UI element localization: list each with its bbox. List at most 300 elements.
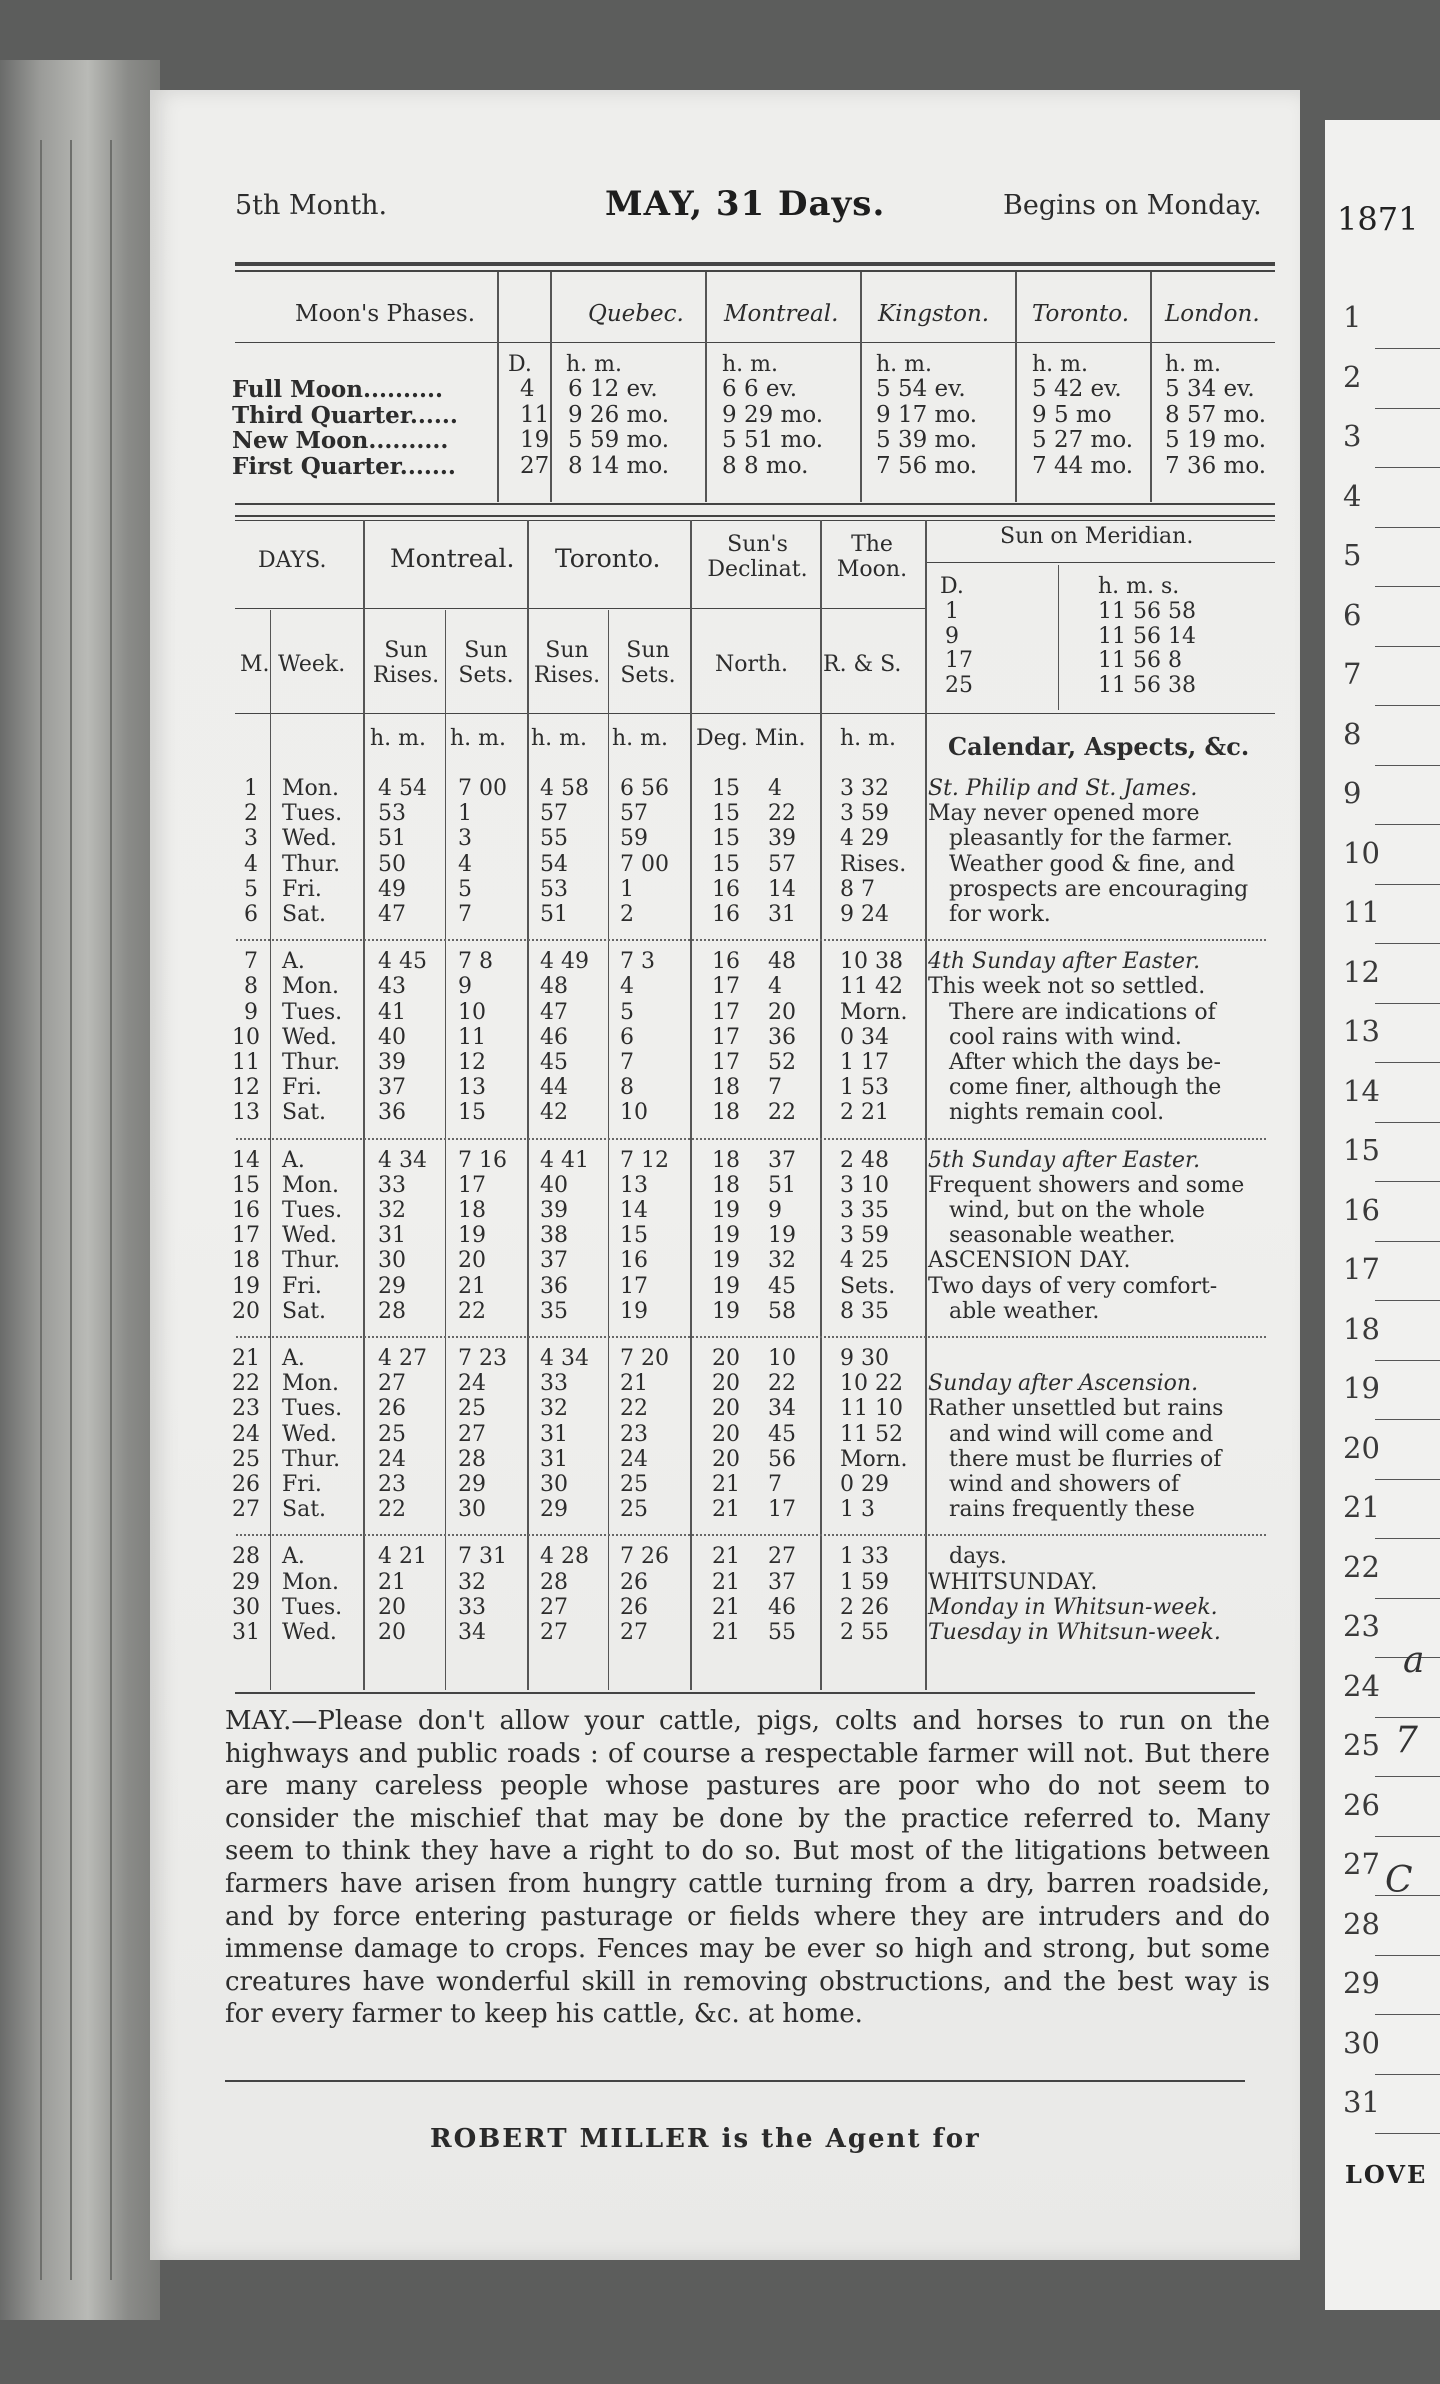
day-cell: 1 3 [840, 1497, 875, 1523]
right-page-rule [1375, 2133, 1440, 2134]
right-page-rule [1375, 1419, 1440, 1420]
day-cell: 29 [540, 1497, 568, 1523]
day-cell: 36 [540, 1273, 568, 1299]
day-cell: 16 [712, 949, 740, 975]
day-cell: 19 [712, 1198, 740, 1223]
day-cell: 1 33 [840, 1544, 889, 1570]
rule [235, 270, 1275, 272]
right-page-rule [1375, 1538, 1440, 1539]
calendar-note: 4th Sunday after Easter. [928, 949, 1201, 975]
week-header: Week. [278, 652, 346, 677]
right-page-day-number: 4 [1343, 478, 1362, 513]
day-cell: 7 [768, 1472, 782, 1497]
phase-time: 4 [520, 376, 535, 402]
meridian-header: Sun on Meridian. [1000, 524, 1194, 549]
day-cell: 38 [540, 1223, 568, 1249]
calendar-header: Calendar, Aspects, &c. [948, 732, 1250, 761]
day-cell: 2 21 [840, 1100, 889, 1126]
group-separator [236, 1336, 1266, 1338]
right-page-day-number: 7 [1343, 657, 1362, 691]
day-cell: Morn. [840, 1446, 908, 1472]
day-cell: 39 [540, 1198, 568, 1223]
day-cell: 22 [232, 1371, 260, 1397]
day-cell: 8 [244, 974, 258, 1000]
calendar-note: Tuesday in Whitsun-week. [928, 1620, 1221, 1645]
rule [235, 713, 1275, 714]
day-cell: 4 [768, 974, 782, 1000]
phase-time-unit: h. m. [1165, 352, 1222, 377]
day-cell: Fri. [282, 876, 322, 902]
day-cell: 1 [458, 801, 472, 827]
right-page-rule [1375, 1122, 1440, 1123]
day-cell: 40 [378, 1024, 406, 1050]
day-cell: 52 [768, 1050, 796, 1075]
phase-name: Full Moon.......... [232, 376, 444, 403]
day-cell: 54 [540, 851, 568, 877]
column-rule [1058, 565, 1059, 710]
day-cell: 9 [244, 999, 258, 1025]
right-page-rule [1375, 1776, 1440, 1777]
day-cell: 22 [768, 1371, 796, 1397]
day-cell: 16 [620, 1248, 648, 1274]
rule [235, 262, 1275, 266]
day-cell: 11 [458, 1024, 486, 1050]
day-cell: 25 [232, 1446, 260, 1472]
day-cell: 27 [768, 1544, 796, 1570]
phase-time: 19 [520, 427, 550, 453]
day-cell: 37 [540, 1248, 568, 1274]
day-cell: 19 [712, 1248, 740, 1274]
day-cell: 3 59 [840, 801, 889, 827]
phase-time: 7 44 mo. [1032, 452, 1134, 479]
column-rule [925, 520, 927, 1690]
meridian-time: 11 56 38 [1098, 672, 1196, 698]
phase-time: 9 26 mo. [568, 401, 670, 428]
column-rule [1150, 272, 1152, 502]
day-cell: 23 [232, 1396, 260, 1422]
right-page-rule [1375, 348, 1440, 349]
day-cell: 23 [620, 1421, 648, 1447]
day-cell: 45 [768, 1421, 796, 1447]
phase-name: New Moon.......... [232, 427, 449, 454]
right-page-day-number: 19 [1343, 1371, 1380, 1405]
calendar-note: Rather unsettled but rains [928, 1396, 1224, 1422]
day-cell: 20 [768, 999, 796, 1025]
right-page-day-number: 5 [1343, 538, 1362, 572]
day-cell: 48 [540, 974, 568, 1000]
right-page-rule [1375, 1003, 1440, 1004]
day-cell: 6 [620, 1024, 634, 1050]
day-cell: 55 [540, 826, 568, 852]
right-page-day-number: 26 [1343, 1787, 1380, 1822]
day-cell: Wed. [282, 1421, 337, 1447]
right-page-day-number: 27 [1343, 1847, 1380, 1881]
meridian-time: 11 56 58 [1098, 599, 1196, 624]
montreal-sets-header: Sun Sets. [458, 638, 514, 688]
calendar-note: nights remain cool. [928, 1100, 1165, 1126]
day-cell: 7 [244, 949, 258, 975]
day-cell: 24 [458, 1371, 486, 1397]
right-page-day-number: 23 [1343, 1609, 1380, 1643]
spine-edge-line [110, 140, 112, 2280]
day-cell: 11 42 [840, 974, 903, 1000]
day-cell: 15 [712, 801, 740, 827]
day-cell: 31 [540, 1421, 568, 1447]
column-rule [690, 520, 692, 1690]
day-cell: 27 [232, 1497, 260, 1523]
phase-time: 5 34 ev. [1165, 376, 1255, 402]
day-cell: Sat. [282, 1100, 327, 1126]
rule [235, 1692, 1255, 1694]
meridian-time-unit: h. m. s. [1098, 574, 1180, 599]
calendar-note: able weather. [928, 1298, 1100, 1324]
right-page-day-number: 29 [1343, 1966, 1380, 2000]
right-page-day-number: 9 [1343, 776, 1362, 810]
day-cell: 8 [620, 1075, 634, 1101]
right-page-rule [1375, 1300, 1440, 1301]
calendar-note: Weather good & fine, and [928, 851, 1235, 877]
right-page-rule [1375, 1598, 1440, 1599]
calendar-note: St. Philip and St. James. [928, 776, 1198, 801]
calendar-note: After which the days be- [928, 1050, 1221, 1075]
north-header: North. [715, 652, 789, 677]
day-cell: 8 7 [840, 876, 875, 902]
day-cell: 27 [458, 1421, 486, 1447]
day-cell: 47 [540, 999, 568, 1025]
right-page-rule [1375, 765, 1440, 766]
calendar-note: pleasantly for the farmer. [928, 826, 1233, 852]
day-cell: A. [282, 1544, 305, 1570]
day-cell: 41 [378, 999, 406, 1025]
meridian-day-unit: D. [940, 574, 964, 599]
day-cell: 7 12 [620, 1147, 669, 1173]
day-cell: Wed. [282, 826, 337, 852]
day-cell: 39 [378, 1050, 406, 1075]
phase-name: First Quarter....... [232, 452, 456, 480]
meridian-time: 11 56 8 [1098, 648, 1182, 673]
day-cell: 29 [232, 1569, 260, 1595]
day-cell: 27 [540, 1620, 568, 1645]
day-cell: 17 [712, 974, 740, 1000]
day-cell: 33 [458, 1594, 486, 1620]
phase-time: 6 12 ev. [568, 376, 658, 402]
day-cell: Thur. [282, 1248, 341, 1274]
day-cell: 19 [620, 1298, 648, 1324]
day-cell: 4 54 [378, 776, 427, 801]
day-cell: 15 [712, 826, 740, 852]
right-page-day-number: 24 [1343, 1668, 1380, 1703]
day-cell: 33 [540, 1371, 568, 1397]
day-cell: 43 [378, 974, 406, 1000]
day-cell: A. [282, 1147, 305, 1173]
meridian-day: 9 [945, 623, 959, 649]
right-page-day-number: 20 [1343, 1430, 1380, 1465]
column-rule [527, 520, 529, 1690]
footer-advert: ROBERT MILLER is the Agent for [430, 2124, 981, 2154]
calendar-note: wind, but on the whole [928, 1198, 1205, 1223]
phase-time: 8 8 mo. [722, 452, 809, 479]
phase-time: 5 39 mo. [876, 427, 978, 453]
day-cell: 14 [620, 1198, 648, 1223]
day-cell: 18 [712, 1075, 740, 1101]
unit-moon-hm: h. m. [840, 726, 897, 751]
day-cell: 14 [232, 1147, 260, 1173]
unit-hm: h. m. [531, 726, 588, 751]
column-rule [550, 272, 552, 502]
day-cell: 0 29 [840, 1472, 889, 1497]
right-page-day-number: 13 [1343, 1014, 1380, 1048]
right-page-rule [1375, 1955, 1440, 1956]
day-cell: 24 [378, 1446, 406, 1472]
calendar-note: prospects are encouraging [928, 876, 1249, 902]
right-page-rule [1375, 586, 1440, 587]
day-cell: 2 48 [840, 1147, 889, 1173]
phase-time-unit: h. m. [722, 352, 779, 377]
handwritten-mark: 7 [1395, 1720, 1418, 1761]
column-rule [445, 610, 446, 1690]
day-cell: 26 [378, 1396, 406, 1422]
meridian-time: 11 56 14 [1098, 623, 1196, 649]
calendar-note: days. [928, 1544, 1007, 1570]
day-cell: 46 [540, 1024, 568, 1050]
day-cell: 3 59 [840, 1223, 889, 1249]
right-page-day-number: 12 [1343, 954, 1380, 989]
day-cell: 10 [458, 999, 486, 1025]
day-cell: 16 [712, 876, 740, 902]
day-cell: 17 [712, 1050, 740, 1075]
day-cell: Morn. [840, 999, 908, 1025]
right-page-day-number: 3 [1343, 419, 1362, 453]
day-cell: Wed. [282, 1024, 337, 1050]
day-cell: Wed. [282, 1223, 337, 1249]
day-cell: 19 [458, 1223, 486, 1249]
day-cell: 32 [540, 1396, 568, 1422]
phase-time: 5 59 mo. [568, 427, 670, 453]
day-cell: 6 [244, 902, 258, 927]
column-rule [608, 610, 609, 1690]
day-cell: 10 22 [840, 1371, 903, 1397]
calendar-note: May never opened more [928, 801, 1200, 827]
book-spine [0, 60, 160, 2320]
day-cell: 9 30 [840, 1346, 889, 1371]
day-cell: 32 [768, 1248, 796, 1274]
day-cell: 21 [712, 1594, 740, 1620]
rule [235, 520, 1275, 521]
column-rule [860, 272, 862, 502]
day-cell: 40 [540, 1172, 568, 1198]
right-page-rule [1375, 2074, 1440, 2075]
spine-edge-line [70, 140, 72, 2280]
day-cell: 29 [458, 1472, 486, 1497]
column-rule [705, 272, 707, 502]
rule [235, 503, 1275, 505]
day-cell: 28 [458, 1446, 486, 1472]
column-rule [1015, 272, 1017, 502]
day-cell: 10 38 [840, 949, 903, 975]
meridian-day: 1 [945, 599, 959, 624]
right-page-day-number: 2 [1343, 359, 1362, 394]
day-cell: 4 58 [540, 776, 589, 801]
toronto-sets-header: Sun Sets. [620, 638, 676, 688]
calendar-note: 5th Sunday after Easter. [928, 1147, 1201, 1173]
phase-time: 7 36 mo. [1165, 452, 1267, 479]
declination-header: Sun's Declinat. [707, 532, 808, 582]
calendar-note: Monday in Whitsun-week. [928, 1594, 1218, 1620]
right-page-rule [1375, 1836, 1440, 1837]
day-cell: 20 [232, 1298, 260, 1324]
toronto-rises-header: Sun Rises. [533, 638, 601, 688]
phase-time: 7 56 mo. [876, 452, 978, 479]
days-header: DAYS. [258, 548, 327, 573]
day-cell: 34 [768, 1396, 796, 1422]
handwritten-mark: a [1403, 1640, 1425, 1681]
day-cell: 33 [378, 1172, 406, 1198]
day-cell: 26 [232, 1472, 260, 1497]
phase-time: 5 42 ev. [1032, 376, 1122, 402]
right-page-day-number: 14 [1343, 1073, 1380, 1108]
day-cell: 22 [458, 1298, 486, 1324]
day-cell: 5 [620, 999, 634, 1025]
toronto-header: Toronto. [555, 544, 661, 573]
day-cell: 7 00 [458, 776, 507, 801]
day-cell: 26 [620, 1594, 648, 1620]
header-month: 5th Month. [235, 190, 388, 221]
calendar-note: there must be flurries of [928, 1446, 1222, 1472]
day-cell: 17 [458, 1172, 486, 1198]
phase-time: 9 29 mo. [722, 401, 824, 428]
day-cell: 2 26 [840, 1594, 889, 1620]
day-cell: 15 [712, 776, 740, 801]
day-cell: 58 [768, 1298, 796, 1324]
right-page [1325, 120, 1440, 2310]
montreal-rises-header: Sun Rises. [372, 638, 440, 688]
day-cell: 51 [540, 902, 568, 927]
day-cell: 20 [712, 1346, 740, 1371]
day-cell: 20 [378, 1620, 406, 1645]
day-cell: 3 10 [840, 1172, 889, 1198]
calendar-note: for work. [928, 902, 1051, 927]
right-page-day-number: 25 [1343, 1728, 1380, 1762]
day-cell: 5 [458, 876, 472, 902]
right-page-rule [1375, 467, 1440, 468]
column-rule [820, 520, 822, 1690]
day-cell: Tues. [282, 1396, 343, 1422]
day-cell: 8 35 [840, 1298, 889, 1324]
day-cell: 22 [620, 1396, 648, 1422]
day-cell: 11 10 [840, 1396, 903, 1422]
right-page-rule [1375, 824, 1440, 825]
day-cell: 39 [768, 826, 796, 852]
right-page-rule [1375, 1479, 1440, 1480]
day-cell: 14 [768, 876, 796, 902]
day-cell: 17 [768, 1497, 796, 1523]
day-cell: 7 26 [620, 1544, 669, 1570]
day-cell: 25 [378, 1421, 406, 1447]
rule [235, 515, 1275, 517]
day-cell: 37 [378, 1075, 406, 1101]
day-cell: 24 [232, 1421, 260, 1447]
group-separator [236, 1534, 1266, 1536]
day-cell: 49 [378, 876, 406, 902]
right-page-day-number: 17 [1343, 1252, 1380, 1286]
meridian-day: 17 [945, 648, 973, 673]
phase-time: 27 [520, 452, 550, 479]
right-page-day-number: 30 [1343, 2025, 1380, 2060]
page-title: MAY, 31 Days. [605, 184, 886, 224]
day-cell: 28 [232, 1544, 260, 1570]
day-cell: 11 52 [840, 1421, 903, 1447]
day-cell: 4 29 [840, 826, 889, 852]
calendar-note: come finer, although the [928, 1075, 1222, 1101]
day-cell: 1 [244, 776, 258, 801]
rule [225, 2080, 1245, 2082]
day-cell: 18 [458, 1198, 486, 1223]
day-cell: 1 53 [840, 1075, 889, 1101]
day-cell: Thur. [282, 1446, 341, 1472]
phase-column-header: Moon's Phases. [295, 301, 476, 327]
right-page-footer: LOVE [1345, 2160, 1428, 2189]
montreal-header: Montreal. [390, 544, 515, 573]
day-cell: Thur. [282, 851, 341, 877]
day-cell: Thur. [282, 1050, 341, 1075]
right-page-rule [1375, 408, 1440, 409]
day-cell: 30 [458, 1497, 486, 1523]
day-cell: 31 [768, 902, 796, 927]
right-page-day-number: 1 [1343, 300, 1362, 334]
day-cell: 7 3 [620, 949, 655, 975]
day-cell: 2 [620, 902, 634, 927]
day-cell: 7 16 [458, 1147, 507, 1173]
day-cell: 31 [232, 1620, 260, 1645]
day-cell: 57 [768, 851, 796, 877]
phase-time-unit: h. m. [876, 352, 933, 377]
handwritten-mark: C [1385, 1860, 1413, 1901]
day-cell: 16 [232, 1198, 260, 1223]
day-cell: 7 [620, 1050, 634, 1075]
day-cell: 42 [540, 1100, 568, 1126]
day-cell: Tues. [282, 1594, 343, 1620]
day-cell: 7 8 [458, 949, 493, 975]
day-cell: 53 [540, 876, 568, 902]
right-page-day-number: 28 [1343, 1906, 1380, 1941]
phase-column-header: Montreal. [724, 301, 839, 327]
day-cell: 48 [768, 949, 796, 975]
phase-name: Third Quarter...... [232, 401, 458, 429]
phase-day-unit: D. [508, 352, 532, 377]
day-cell: 4 [620, 974, 634, 1000]
right-page-rule [1375, 884, 1440, 885]
rule [235, 342, 1275, 343]
day-cell: 59 [620, 826, 648, 852]
day-cell: 7 31 [458, 1544, 507, 1570]
day-cell: 44 [540, 1075, 568, 1101]
day-cell: 21 [712, 1497, 740, 1523]
day-cell: 18 [712, 1147, 740, 1173]
rule [925, 562, 1275, 563]
day-cell: 46 [768, 1594, 796, 1620]
day-cell: 28 [540, 1569, 568, 1595]
day-cell: 21 [378, 1569, 406, 1595]
phase-time-unit: h. m. [1032, 352, 1089, 377]
day-cell: 57 [540, 801, 568, 827]
rs-header: R. & S. [823, 652, 902, 677]
day-cell: 7 20 [620, 1346, 669, 1371]
day-cell: Wed. [282, 1620, 337, 1645]
day-cell: 20 [378, 1594, 406, 1620]
day-cell: 17 [712, 999, 740, 1025]
day-cell: 32 [458, 1569, 486, 1595]
day-cell: 50 [378, 851, 406, 877]
